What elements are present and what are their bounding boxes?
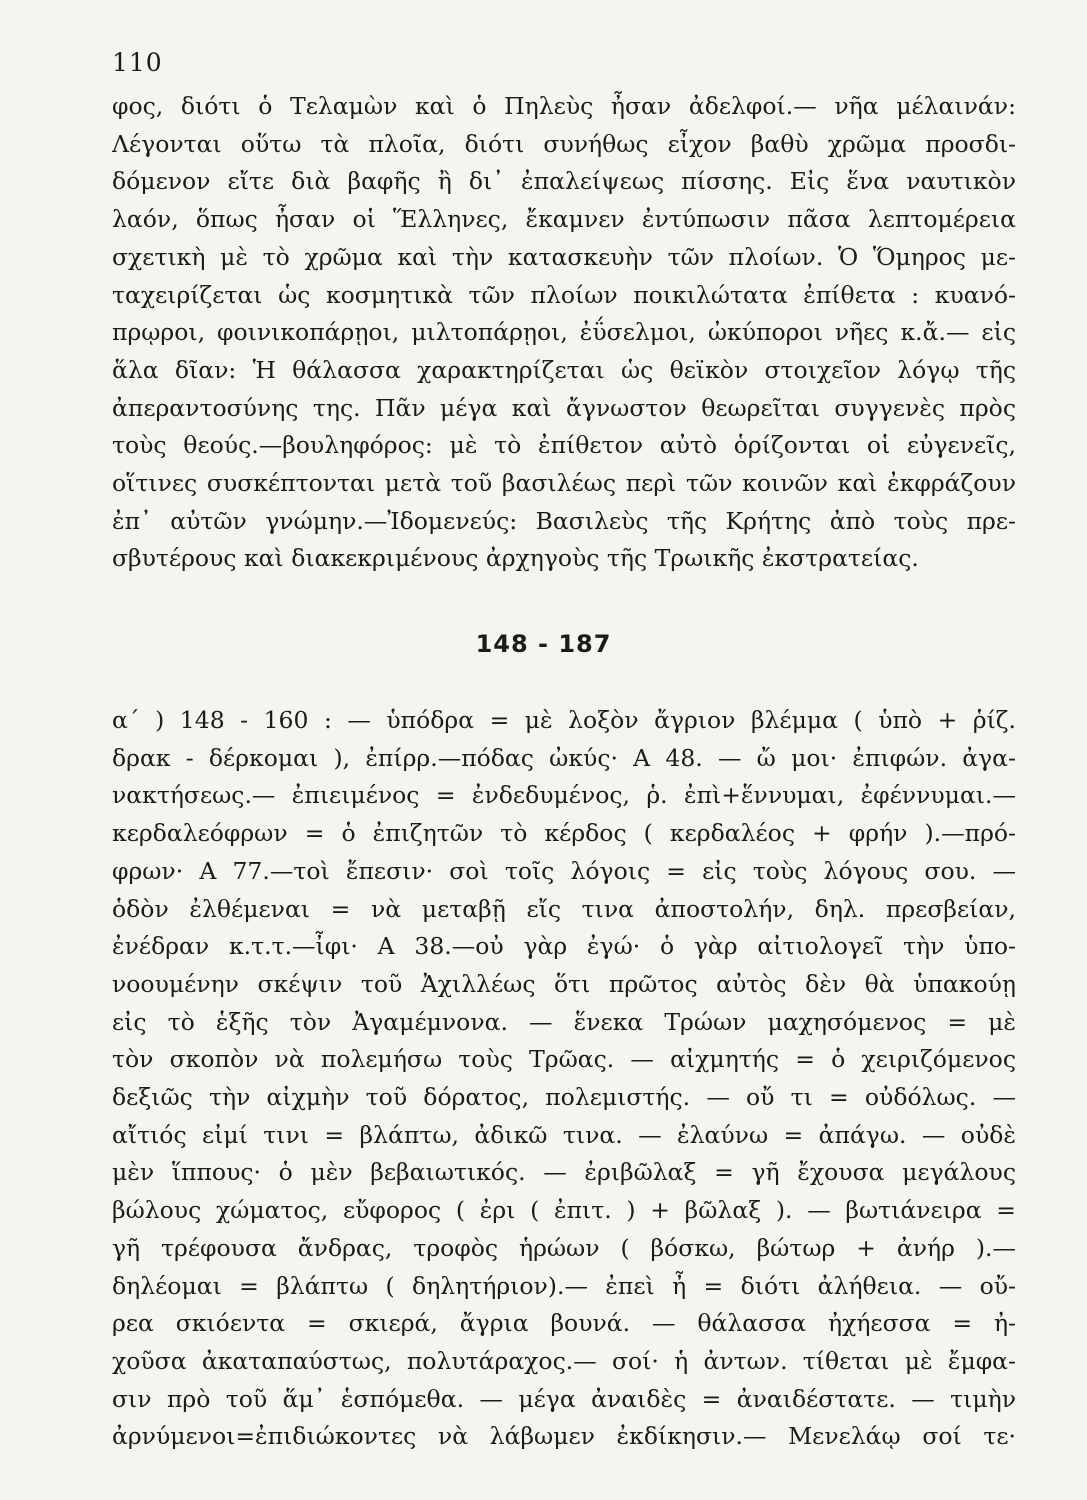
text-line: ταχειρίζεται ὡς κοσμητικὰ τῶν πλοίων ποικιλώτατα ἐπίθετα : κυανό- — [112, 280, 1016, 309]
section-heading: 148 - 187 — [475, 630, 612, 658]
text-line: τοὺς θεούς.—βουληφόρος: μὲ τὸ ἐπίθετον αὐτὸ ὁρίζονται οἱ εὐγενεῖς, — [112, 431, 1016, 460]
text-line: ἀπεραντοσύνης της. Πᾶν μέγα καὶ ἄγνωστον θεωρεῖται συγγενὲς πρὸς — [112, 393, 1016, 422]
text-line: αἴτιός εἰμί τινι = βλάπτω, ἀδικῶ τινα. — ἐλαύνω = ἀπάγω. — οὐδὲ — [112, 1120, 1016, 1149]
text-line: ρεα σκιόεντα = σκιερά, ἄγρια βουνά. — θάλασσα ἠχήεσσα = ἠ- — [112, 1309, 1016, 1338]
text-line: σιν πρὸ τοῦ ἅμ᾿ ἑσπόμεθα. — μέγα ἀναιδὲς = ἀναιδέστατε. — τιμὴν — [112, 1384, 1016, 1413]
text-line: σβυτέρους καὶ διακεκριμένους ἀρχηγοὺς τῆς Τρωικῆς ἐκστρατείας. — [112, 544, 919, 573]
text-line: ἐνέδραν κ.τ.τ.—ἶφι· Α 38.—οὐ γὰρ ἐγώ· ὁ γὰρ αἰτιολογεῖ τὴν ὑπο- — [112, 932, 1016, 961]
text-line: φος, διότι ὁ Τελαμὼν καὶ ὁ Πηλεὺς ἦσαν ἀδελφοί.— νῆα μέλαινάν: — [112, 92, 1016, 120]
text-line: Λέγονται οὕτω τὰ πλοῖα, διότι συνήθως εἶχον βαθὺ χρῶμα προσδι- — [112, 129, 1016, 158]
text-line: σχετικὴ μὲ τὸ χρῶμα καὶ τὴν κατασκευὴν τῶν πλοίων. Ὁ Ὅμηρος με- — [112, 242, 1016, 271]
text-line: ἐπ᾿ αὐτῶν γνώμην.—Ἰδομενεύς: Βασιλεὺς τῆς Κρήτης ἀπὸ τοὺς πρε- — [112, 506, 1016, 535]
text-line: μὲν ἵππους· ὁ μὲν βεβαιωτικός. — ἐριβῶλαξ = γῆ ἔχουσα μεγάλους — [112, 1158, 1016, 1187]
text-line: γῆ τρέφουσα ἄνδρας, τροφὸς ἡρώων ( βόσκω, βώτωρ + ἀνήρ ).— — [112, 1233, 1016, 1262]
page-number: 110 — [112, 48, 163, 77]
text-line: κερδαλεόφρων = ὁ ἐπιζητῶν τὸ κέρδος ( κερδαλέος + φρήν ).—πρό- — [112, 819, 1016, 848]
text-line: δόμενον εἴτε διὰ βαφῆς ἢ δι᾿ ἐπαλείψεως πίσσης. Εἰς ἕνα ναυτικὸν — [112, 167, 1016, 196]
text-line: δρακ - δέρκομαι ), ἐπίρρ.—πόδας ὠκύς· Α 48. — ὤ μοι· ἐπιφών. ἀγα- — [112, 743, 1016, 772]
text-line: ἀρνύμενοι=ἐπιδιώκοντες νὰ λάβωμεν ἐκδίκησιν.— Μενελάῳ σοί τε· — [112, 1422, 1016, 1451]
text-line: εἰς τὸ ἑξῆς τὸν Ἀγαμέμνονα. — ἕνεκα Τρώων μαχησόμενος = μὲ — [112, 1007, 1016, 1036]
text-line: τὸν σκοπὸν νὰ πολεμήσω τοὺς Τρῶας. — αἰχμητής = ὁ χειριζόμενος — [112, 1045, 1016, 1074]
commentary-block-top — [112, 88, 1016, 578]
text-line: α´ ) 148 - 160 : — ὑπόδρα = μὲ λοξὸν ἄγριον βλέμμα ( ὑπὸ + ῥίζ. — [112, 706, 1016, 734]
text-line: βώλους χώματος, εὔφορος ( ἐρι ( ἐπιτ. ) + βῶλαξ ). — βωτιάνειρα = — [112, 1196, 1016, 1225]
text-line: ὁδὸν ἐλθέμεναι = νὰ μεταβῇ εἴς τινα ἀποστολήν, δηλ. πρεσβείαν, — [112, 894, 1016, 923]
text-line: φρων· Α 77.—τοὶ ἔπεσιν· σοὶ τοῖς λόγοις = εἰς τοὺς λόγους σου. — — [112, 856, 1016, 885]
text-line: λαόν, ὅπως ἦσαν οἱ Ἕλληνες, ἔκαμνεν ἐντύπωσιν πᾶσα λεπτομέρεια — [112, 205, 1016, 234]
text-line: ἅλα δῖαν: Ἡ θάλασσα χαρακτηρίζεται ὡς θεϊκὸν στοιχεῖον λόγῳ τῆς — [112, 355, 1016, 384]
text-line: δηλέομαι = βλάπτω ( δηλητήριον).— ἐπεὶ ἦ = διότι ἀλήθεια. — οὔ- — [112, 1271, 1016, 1300]
text-line: δεξιῶς τὴν αἰχμὴν τοῦ δόρατος, πολεμιστής. — οὔ τι = οὐδόλως. — — [112, 1083, 1016, 1112]
text-line: πρῳροι, φοινικοπάρῃοι, μιλτοπάρῃοι, ἐΰσελμοι, ὠκύποροι νῆες κ.ἄ.— εἰς — [112, 318, 1016, 347]
text-line: νοουμένην σκέψιν τοῦ Ἀχιλλέως ὅτι πρῶτος αὐτὸς δὲν θὰ ὑπακούῃ — [112, 969, 1016, 998]
text-line: οἵτινες συσκέπτονται μετὰ τοῦ βασιλέως περὶ τῶν κοινῶν καὶ ἐκφράζουν — [112, 469, 1016, 498]
text-line: νακτήσεως.— ἐπιειμένος = ἐνδεδυμένος, ῥ. ἐπὶ+ἕννυμαι, ἐφέννυμαι.— — [112, 781, 1016, 810]
text-line: χοῦσα ἀκαταπαύστως, πολυτάραχος.— σοί· ἡ ἀντων. τίθεται μὲ ἔμφα- — [112, 1346, 1016, 1375]
commentary-block-bottom — [112, 702, 1016, 1456]
